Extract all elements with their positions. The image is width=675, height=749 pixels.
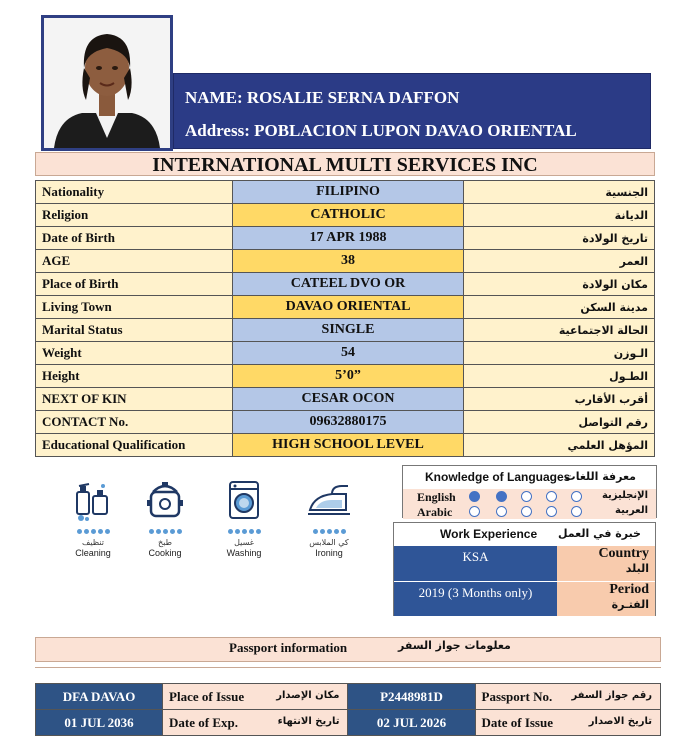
skill-level-dots xyxy=(127,526,203,534)
languages-title: Knowledge of Languages xyxy=(425,470,571,484)
row-label: CONTACT No. xyxy=(36,411,233,434)
country-label-en: Country xyxy=(598,546,649,561)
skill-level-dots xyxy=(55,526,131,534)
washing-icon xyxy=(224,478,264,522)
skill-label-arabic: كي الملابس xyxy=(309,538,349,547)
skill-level-dots xyxy=(206,526,282,534)
work-experience-box xyxy=(393,522,656,616)
divider xyxy=(35,667,661,668)
applicant-photo xyxy=(41,15,173,151)
table-row xyxy=(36,296,655,319)
row-label: AGE xyxy=(36,250,233,273)
language-row-english xyxy=(403,489,656,504)
language-row-arabic xyxy=(403,504,656,519)
ironing-icon xyxy=(306,478,352,522)
row-value: CATHOLIC xyxy=(233,204,464,227)
applicant-name: NAME: ROSALIE SERNA DAFFON xyxy=(185,88,460,107)
cleaning-icon xyxy=(73,478,113,522)
level-dot xyxy=(496,491,507,502)
level-dot xyxy=(496,506,507,517)
date-of-expiry-label-en: Date of Exp. xyxy=(169,714,238,730)
table-row xyxy=(36,434,655,457)
level-dot xyxy=(546,491,557,502)
row-label-arabic: الحالة الاجتماعية xyxy=(464,319,655,342)
level-dot xyxy=(521,506,532,517)
row-label: NEXT OF KIN xyxy=(36,388,233,411)
work-experience-title: Work Experience xyxy=(440,527,538,541)
row-label: Weight xyxy=(36,342,233,365)
level-dot xyxy=(469,506,480,517)
period-label-arabic: الفتـرة xyxy=(611,598,649,611)
row-label: Place of Birth xyxy=(36,273,233,296)
language-name-arabic: الإنجليزية xyxy=(601,490,648,501)
place-of-issue-label xyxy=(163,684,348,710)
skill-label-arabic: تنظيف xyxy=(82,538,104,547)
table-row xyxy=(36,411,655,434)
table-row xyxy=(36,684,661,710)
level-dot xyxy=(571,491,582,502)
table-row xyxy=(36,250,655,273)
portrait-image xyxy=(44,18,170,148)
level-dot xyxy=(521,491,532,502)
date-of-expiry-value: 01 JUL 2036 xyxy=(36,710,163,736)
row-value: SINGLE xyxy=(233,319,464,342)
row-label-arabic: الطـول xyxy=(464,365,655,388)
passport-number-label-en: Passport No. xyxy=(481,688,553,704)
row-value: 09632880175 xyxy=(233,411,464,434)
row-value: 54 xyxy=(233,342,464,365)
row-value: 5’0” xyxy=(233,365,464,388)
skill-washing xyxy=(206,478,282,558)
row-label: Date of Birth xyxy=(36,227,233,250)
table-row xyxy=(36,388,655,411)
row-label-arabic: المؤهل العلمي xyxy=(464,434,655,457)
language-name: English xyxy=(417,490,456,504)
passport-number-value: P2448981D xyxy=(348,684,475,710)
date-of-expiry-label-arabic: تاريخ الانتهاء xyxy=(277,716,340,727)
row-label: Height xyxy=(36,365,233,388)
skill-label-arabic: غسيل xyxy=(234,538,254,547)
table-row xyxy=(36,342,655,365)
country-label xyxy=(557,546,655,581)
row-value: FILIPINO xyxy=(233,181,464,204)
row-label: Living Town xyxy=(36,296,233,319)
country-value: KSA xyxy=(394,546,557,581)
row-label-arabic: العمر xyxy=(464,250,655,273)
row-value: DAVAO ORIENTAL xyxy=(233,296,464,319)
skills-panel xyxy=(55,478,375,573)
level-dot xyxy=(571,506,582,517)
row-label-arabic: رقم التواصل xyxy=(464,411,655,434)
table-row xyxy=(36,319,655,342)
table-row xyxy=(36,181,655,204)
skill-label-arabic: طبخ xyxy=(158,538,172,547)
table-row xyxy=(36,710,661,736)
languages-header xyxy=(403,466,656,488)
period-label-en: Period xyxy=(609,582,649,597)
language-name: Arabic xyxy=(417,505,453,519)
row-label-arabic: الديانة xyxy=(464,204,655,227)
work-experience-title-arabic: خبرة في العمل xyxy=(557,527,641,540)
place-of-issue-value: DFA DAVAO xyxy=(36,684,163,710)
row-label: Religion xyxy=(36,204,233,227)
level-dot xyxy=(469,491,480,502)
row-value: HIGH SCHOOL LEVEL xyxy=(233,434,464,457)
level-dot xyxy=(546,506,557,517)
country-label-arabic: البلد xyxy=(625,562,649,575)
place-of-issue-label-en: Place of Issue xyxy=(169,688,245,704)
work-experience-header xyxy=(394,523,655,545)
date-of-issue-label-en: Date of Issue xyxy=(481,714,553,730)
passport-number-label xyxy=(475,684,661,710)
name-banner xyxy=(173,73,651,149)
passport-table xyxy=(35,683,661,736)
skill-label: Cleaning xyxy=(75,548,111,558)
row-label: Nationality xyxy=(36,181,233,204)
row-label-arabic: الـوزن xyxy=(464,342,655,365)
applicant-address: Address: POBLACION LUPON DAVAO ORIENTAL xyxy=(185,121,577,140)
place-of-issue-label-arabic: مكان الإصدار xyxy=(276,690,340,701)
row-value: 17 APR 1988 xyxy=(233,227,464,250)
skill-cooking xyxy=(127,478,203,558)
table-row xyxy=(36,227,655,250)
table-row xyxy=(36,204,655,227)
skill-ironing xyxy=(291,478,367,558)
date-of-issue-value: 02 JUL 2026 xyxy=(348,710,475,736)
row-label-arabic: أقرب الأقارب xyxy=(464,388,655,411)
company-title: INTERNATIONAL MULTI SERVICES INC xyxy=(35,152,655,176)
row-label-arabic: الجنسية xyxy=(464,181,655,204)
personal-info-table xyxy=(35,180,655,457)
row-label: Marital Status xyxy=(36,319,233,342)
language-name-arabic: العربية xyxy=(615,505,648,516)
period-label xyxy=(557,582,655,616)
passport-number-label-arabic: رقم جواز السفر xyxy=(571,690,652,701)
passport-header xyxy=(35,637,661,662)
passport-title-arabic: معلومات جواز السفر xyxy=(398,639,511,652)
row-label-arabic: مكان الولادة xyxy=(464,273,655,296)
row-value: CATEEL DVO OR xyxy=(233,273,464,296)
row-value: 38 xyxy=(233,250,464,273)
period-value: 2019 (3 Months only) xyxy=(394,582,557,616)
skill-label: Cooking xyxy=(148,548,182,558)
skill-label: Ironing xyxy=(315,548,343,558)
skill-label: Washing xyxy=(226,548,262,558)
cooking-icon xyxy=(145,478,185,522)
table-row xyxy=(36,365,655,388)
date-of-issue-label-arabic: تاريخ الاصدار xyxy=(588,716,652,727)
row-label: Educational Qualification xyxy=(36,434,233,457)
row-label-arabic: تاريخ الولادة xyxy=(464,227,655,250)
table-row xyxy=(36,273,655,296)
date-of-issue-label xyxy=(475,710,661,736)
languages-title-arabic: معرفة اللغات xyxy=(564,470,636,483)
date-of-expiry-label xyxy=(163,710,348,736)
row-label-arabic: مدينة السكن xyxy=(464,296,655,319)
row-value: CESAR OCON xyxy=(233,388,464,411)
passport-title: Passport information xyxy=(229,640,348,655)
skill-cleaning xyxy=(55,478,131,558)
skill-level-dots xyxy=(291,526,367,534)
languages-box xyxy=(402,465,657,518)
